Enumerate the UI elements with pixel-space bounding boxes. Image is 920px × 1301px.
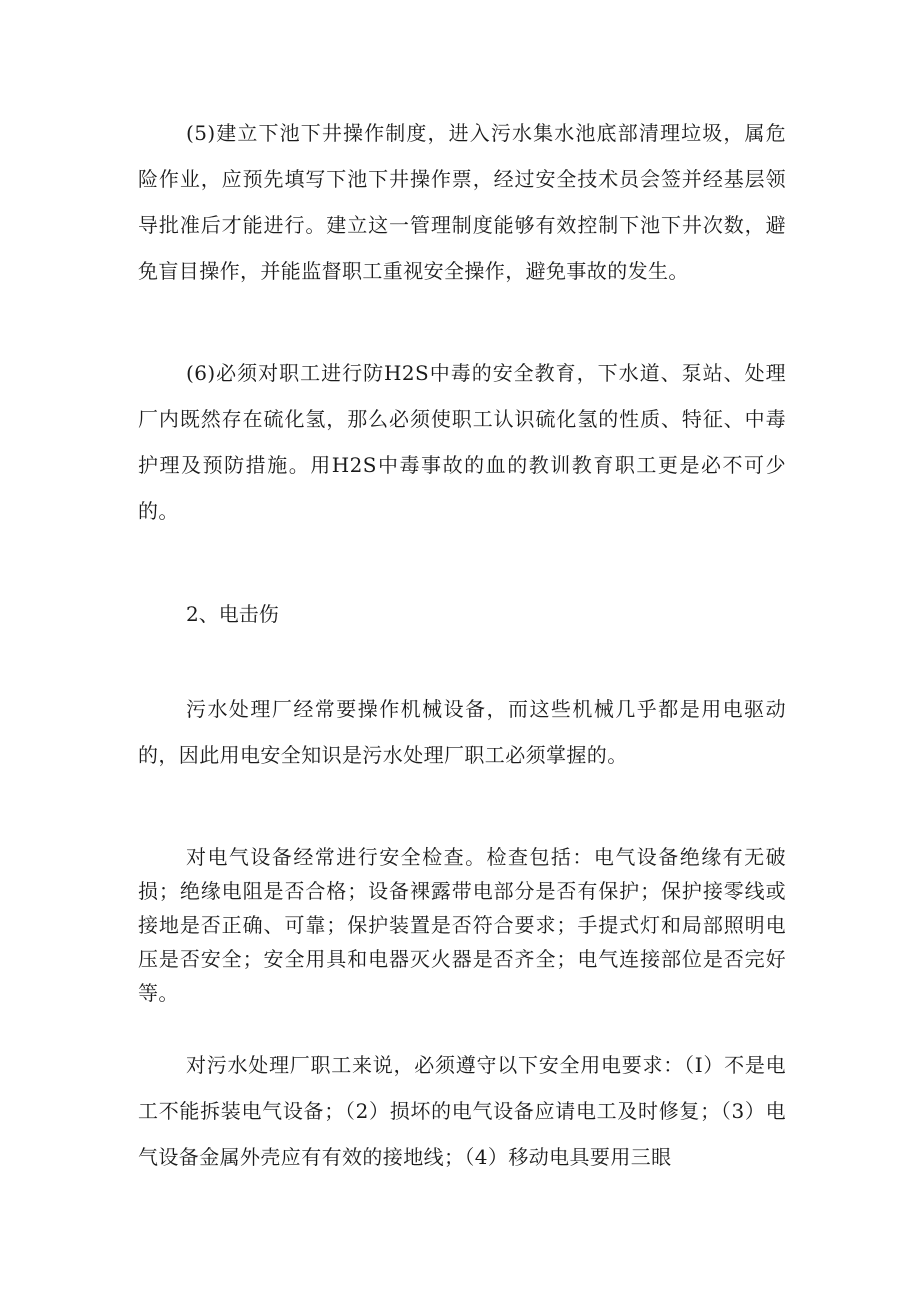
paragraph-h2s-education: (6)必须对职工进行防H2S中毒的安全教育，下水道、泵站、处理厂内既然存在硫化氢，那么必须使职工认识硫化氢的性质、特征、中毒护理及预防措施。用H2S中毒事故的血的教训教育职工更是必不可少的。 [138,361,786,523]
paragraph-electrical-safety-intro: 污水处理厂经常要操作机械设备，而这些机械几乎都是用电驱动的，因此用电安全知识是污水处理厂职工必须掌握的。 [138,697,786,767]
paragraph-safe-electricity-rules: 对污水处理厂职工来说，必须遵守以下安全用电要求：（I）不是电工不能拆装电气设备；（2）损坏的电气设备应请电工及时修复；（3）电气设备金属外壳应有有效的接地线；（4）移动电具要用三眼 [138,1053,786,1169]
paragraph-equipment-inspection: 对电气设备经常进行安全检查。检查包括：电气设备绝缘有无破损；绝缘电阻是否合格；设备裸露带电部分是否有保护；保护接零线或接地是否正确、可靠；保护装置是否符合要求；手提式灯和局部照明电压是否安全；安全用具和电器灭火器是否齐全；电气连接部位是否完好等。 [138,845,786,1005]
section-heading-electric-shock: 2、电击伤 [186,602,279,626]
paragraph-underground-operation: (5)建立下池下井操作制度，进入污水集水池底部清理垃圾，属危险作业，应预先填写下池下井操作票，经过安全技术员会签并经基层领导批准后才能进行。建立这一管理制度能够有效控制下池下井次数，避免盲目操作，并能监督职工重视安全操作，避免事故的发生。 [138,121,786,283]
